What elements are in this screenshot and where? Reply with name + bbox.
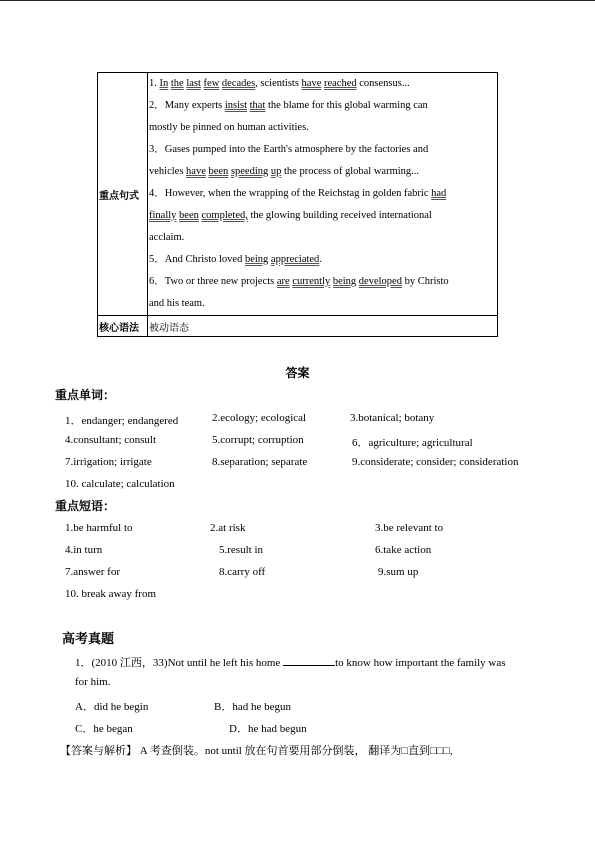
sentence-line	[149, 95, 496, 117]
phrase-item: 8.carry off	[219, 566, 266, 578]
sentence-text: 1.	[149, 78, 160, 89]
word-item: 7.irrigation; irrigate	[65, 456, 152, 468]
word-item: 3.botanical; botany	[350, 412, 435, 424]
underlined-word: decades	[221, 78, 256, 89]
phrase-item: 4.in turn	[65, 544, 103, 556]
phrase-item: 2.at risk	[210, 522, 246, 534]
sentence-line	[149, 205, 496, 227]
underlined-word: are	[276, 276, 290, 287]
sentence-line	[149, 73, 496, 95]
underlined-word: reached	[323, 78, 357, 89]
question-1-suffix: to know how important the family was	[335, 657, 506, 669]
sentence-line	[149, 271, 496, 293]
answer-analysis: 【答案与解析】 A 考查倒装。not until 放在句首要用部分倒装， 翻译为□直到□□□,	[60, 745, 453, 757]
phrase-item: 9.sum up	[378, 566, 419, 578]
key-words-heading: 重点单词：	[55, 388, 116, 402]
word-item: 8.separation; separate	[212, 456, 308, 468]
exam-heading: 高考真题	[62, 632, 115, 647]
key-points-table	[97, 72, 498, 337]
question-1-prefix: 1．(2010 江西，33)Not until he left his home	[75, 657, 284, 669]
sentence-text: vehicles	[149, 166, 187, 177]
sentence-text: 2．Many experts	[149, 100, 225, 111]
sentence-text: .	[319, 254, 322, 265]
sentence-text: mostly be pinned on human activities.	[149, 122, 309, 133]
word-item: 4.consultant; consult	[65, 434, 157, 446]
page-top-rule	[0, 0, 595, 1]
sentence-text: , scientists	[255, 78, 302, 89]
option-b: B．had he begun	[214, 701, 291, 713]
underlined-word: been	[208, 166, 229, 177]
question-1-line-2: for him.	[75, 676, 111, 688]
underlined-word: few	[203, 78, 220, 89]
key-sentences-cell	[148, 73, 498, 316]
word-item: 9.considerate; consider; consideration	[352, 456, 519, 468]
option-d: D．he had begun	[229, 723, 307, 735]
sentence-text: by Christo	[401, 276, 449, 287]
underlined-word: have	[301, 78, 322, 89]
word-item: 6．agriculture; agricultural	[352, 437, 473, 449]
underlined-word: appreciated	[270, 254, 320, 265]
sentence-line	[149, 227, 496, 249]
sentence-text: the blame for this global warming can	[265, 100, 428, 111]
answer-blank	[283, 655, 335, 666]
underlined-word: the	[170, 78, 184, 89]
underlined-word: being	[244, 254, 269, 265]
sentence-text: 5．And Christo loved	[149, 254, 245, 265]
phrase-item: 3.be relevant to	[375, 522, 444, 534]
underlined-word: had	[431, 188, 447, 199]
sentence-text: the process of global warming...	[281, 166, 420, 177]
underlined-word: been	[179, 210, 199, 221]
underlined-word: speeding	[230, 166, 269, 177]
key-phrases-heading: 重点短语：	[55, 499, 116, 513]
sentence-text: 6．Two or three new projects	[149, 276, 277, 287]
underlined-word: up	[270, 166, 282, 177]
underlined-word: insist	[224, 100, 248, 111]
underlined-word: In	[159, 78, 169, 89]
core-grammar-label: 核心语法	[98, 316, 148, 337]
sentence-text: acclaim.	[149, 232, 185, 243]
phrase-item: 6.take action	[375, 544, 432, 556]
phrase-item: 1.be harmful to	[65, 522, 133, 534]
underlined-word: have	[186, 166, 206, 177]
sentence-line	[149, 293, 496, 315]
sentence-text: and his team.	[149, 298, 205, 309]
phrase-item: 10. break away from	[65, 588, 157, 600]
underlined-word: completed,	[201, 210, 248, 221]
underlined-word: currently	[292, 276, 331, 287]
key-sentences-label: 重点句式	[98, 73, 148, 316]
sentence-text: 3．Gases pumped into the Earth's atmosphere by the factories and	[149, 144, 429, 155]
sentence-line	[149, 249, 496, 271]
underlined-word: last	[186, 78, 201, 89]
phrase-item: 7.answer for	[65, 566, 120, 578]
option-c: C．he began	[75, 723, 133, 735]
underlined-word: developed	[358, 276, 402, 287]
word-item: 5.corrupt; corruption	[212, 434, 304, 446]
underlined-word: finally	[149, 210, 177, 221]
core-grammar-value: 被动语态	[148, 316, 498, 337]
sentence-line	[149, 183, 496, 205]
sentence-text: consensus...	[356, 78, 410, 89]
sentence-line	[149, 161, 496, 183]
sentence-line	[149, 139, 496, 161]
sentence-line	[149, 117, 496, 139]
sentence-text: 4．However, when the wrapping of the Reichstag in golden fabric	[149, 188, 432, 199]
phrase-item: 5.result in	[219, 544, 263, 556]
option-a: A．did he begin	[75, 701, 149, 713]
word-item: 2.ecology; ecological	[212, 412, 307, 424]
sentence-text: the glowing building received international	[247, 210, 432, 221]
underlined-word: being	[332, 276, 357, 287]
answers-title: 答案	[285, 366, 310, 380]
underlined-word: that	[249, 100, 266, 111]
word-item: 1．endanger; endangered	[65, 415, 179, 427]
word-item: 10. calculate; calculation	[65, 478, 175, 490]
question-1-line-1	[75, 654, 506, 670]
